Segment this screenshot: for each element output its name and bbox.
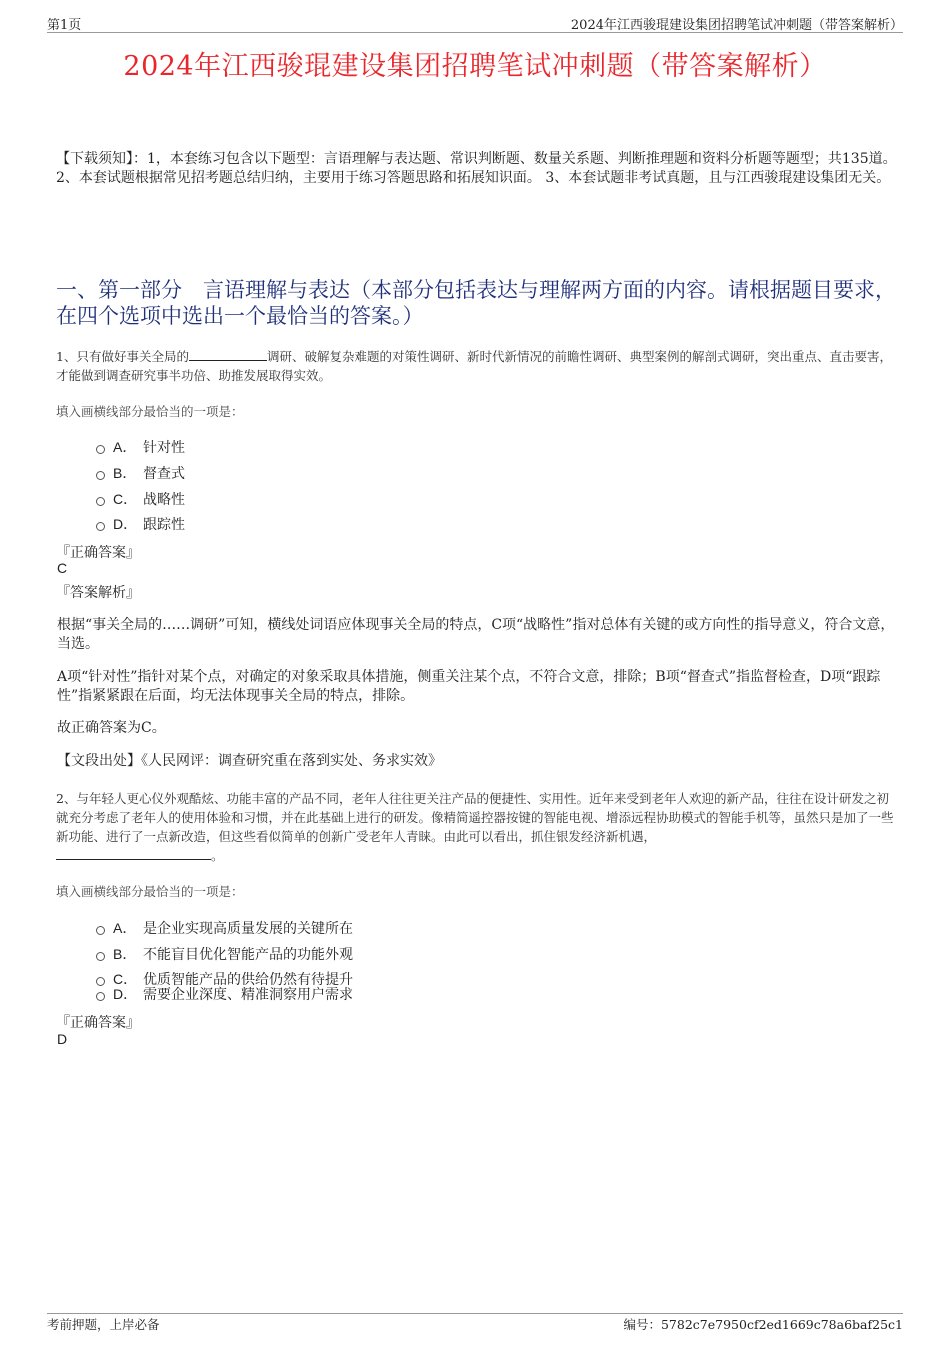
document-title: 2024年江西骏琨建设集团招聘笔试冲刺题（带答案解析） <box>123 51 827 82</box>
page-number: 第1页 <box>47 18 82 33</box>
q1-answer: C <box>57 560 68 576</box>
q1-analysis-paragraph: A项“针对性”指针对某个点，对确定的对象采取具体措施，侧重关注某个点，不符合文意，排除；B项“督查式”指监督检查，D项“跟踪性”指紧紧跟在后面，均无法体现事关全局的特点，排除。 <box>57 669 881 704</box>
document-id: 编号：5782c7e7950cf2ed1669c78a6baf25c1 <box>623 1317 903 1332</box>
q2-answer: D <box>57 1031 68 1047</box>
page-header <box>47 14 903 33</box>
header-doc-title: 2024年江西骏琨建设集团招聘笔试冲刺题（带答案解析） <box>570 18 903 33</box>
radio-button[interactable] <box>96 926 105 935</box>
q1-analysis-paragraph: 根据“事关全局的……调研”可知，横线处词语应体现事关全局的特点，C项“战略性”指对总体有关键的或方向性的指导意义，符合文意，当选。 <box>57 617 895 652</box>
page-footer <box>47 1313 903 1332</box>
q2-option-a[interactable]: A． 是企业实现高质量发展的关键所在 <box>96 918 353 938</box>
radio-button[interactable] <box>96 992 105 1001</box>
radio-button[interactable] <box>96 497 105 506</box>
q1-option-c[interactable]: C． 战略性 <box>96 489 185 509</box>
q1-analysis-label: 『答案解析』 <box>56 585 140 601</box>
question-2-prompt: 填入画横线部分最恰当的一项是： <box>56 884 244 899</box>
q1-option-d[interactable]: D． 跟踪性 <box>96 514 185 534</box>
question-1-prompt: 填入画横线部分最恰当的一项是： <box>56 404 244 419</box>
question-1-text: 1、只有做好事关全局的 调研、破解复杂难题的对策性调研、新时代新情况的前瞻性调研、典型案例的解剖式调研，突出重点、直击要害，才能做到调查研究事半功倍、助推发展取得实效。 <box>56 349 892 383</box>
q1-source: 【文段出处】《人民网评：调查研究重在落到实处、务求实效》 <box>57 753 442 769</box>
q2-option-c[interactable]: C． 优质智能产品的供给仍然有待提升 <box>96 969 353 989</box>
q2-option-d[interactable]: D． 需要企业深度、精准洞察用户需求 <box>96 984 353 1004</box>
q2-answer-label: 『正确答案』 <box>56 1015 140 1031</box>
q1-analysis-conclusion: 故正确答案为C。 <box>57 720 166 736</box>
radio-button[interactable] <box>96 445 105 454</box>
q1-option-b[interactable]: B． 督查式 <box>96 463 185 483</box>
radio-button[interactable] <box>96 952 105 961</box>
question-2-text: 2、与年轻人更心仪外观酷炫、功能丰富的产品不同，老年人往往更关注产品的便捷性、实用性。近年来受到老年人欢迎的新产品，往往在设计研发之初就充分考虑了老年人的使用体验和习惯，并在此基础上进行的研发。像精简遥控器按键的智能电视、增添远程协助模式的智能手机等，虽然只是加了一些新功能、进行了一点新改造，但这些看似简单的创新广受老年人青睐。由此可以看出，抓住银发经济新机遇， 。 <box>56 791 894 863</box>
q1-option-a[interactable]: A． 针对性 <box>96 437 185 457</box>
q1-answer-label: 『正确答案』 <box>56 545 140 561</box>
footer-slogan: 考前押题，上岸必备 <box>47 1317 160 1332</box>
answer-blank <box>189 348 267 361</box>
radio-button[interactable] <box>96 522 105 531</box>
download-notice: 【下载须知】：1，本套练习包含以下题型：言语理解与表达题、常识判断题、数量关系题、判断推理题和资料分析题等题型；共135道。 2、本套试题根据常见招考题总结归纳，主要用于练习答题思路和拓展知识面。 3、本套试题非考试真题，且与江西骏琨建设集团无关。 <box>56 151 897 186</box>
q2-option-b[interactable]: B． 不能盲目优化智能产品的功能外观 <box>96 944 353 964</box>
answer-blank <box>56 847 211 860</box>
section-heading: 一、第一部分 言语理解与表达（本部分包括表达与理解两方面的内容。请根据题目要求，在四个选项中选出一个最恰当的答案。） <box>56 278 896 328</box>
radio-button[interactable] <box>96 471 105 480</box>
